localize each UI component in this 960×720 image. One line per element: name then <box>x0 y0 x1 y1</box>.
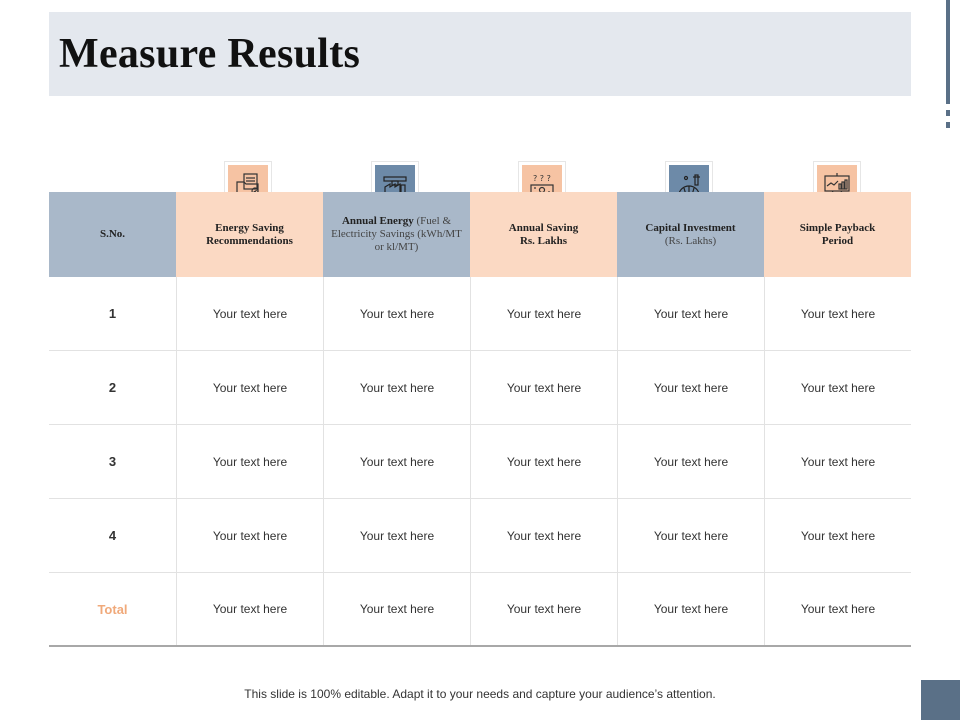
table-cell: Your text here <box>176 351 323 424</box>
header-sublabel: (Fuel & Electricity Savings (kWh/MT or kl/MT) <box>331 215 462 253</box>
header-energy-saving <box>176 192 323 277</box>
accent-rule <box>946 0 950 104</box>
table-cell: Your text here <box>470 573 617 645</box>
header-sno <box>49 192 176 277</box>
header-annual-energy <box>323 192 470 277</box>
header-sublabel: (Rs. Lakhs) <box>664 234 717 247</box>
table-cell: Your text here <box>470 499 617 572</box>
row-label: 3 <box>108 454 117 469</box>
table-cell: Your text here <box>323 425 470 498</box>
table-cell: Your text here <box>617 573 764 645</box>
table-cell: Your text here <box>764 425 911 498</box>
table-cell: Your text here <box>176 425 323 498</box>
table-cell: Your text here <box>323 351 470 424</box>
header-label: Energy Saving Recommendations <box>206 221 293 247</box>
table-cell: Your text here <box>617 425 764 498</box>
row-label: 4 <box>108 528 117 543</box>
table-cell: Your text here <box>470 277 617 350</box>
table-cell: Your text here <box>617 277 764 350</box>
table-row <box>49 277 911 351</box>
corner-accent <box>921 680 960 720</box>
header-label: Annual Energy <box>341 215 414 227</box>
table-cell: Your text here <box>176 573 323 645</box>
header-label: S.No. <box>99 228 126 240</box>
table-cell: Your text here <box>764 277 911 350</box>
footer-note: This slide is 100% editable. Adapt it to your needs and capture your audience’s attention. <box>244 687 716 701</box>
header-payback-period <box>764 192 911 277</box>
header-label: Capital Investment <box>645 221 736 234</box>
svg-text:? ? ?: ? ? ? <box>533 174 551 183</box>
table-body <box>49 277 911 647</box>
table-cell: Your text here <box>764 499 911 572</box>
row-label: Total <box>97 601 128 617</box>
row-label: 1 <box>108 306 117 321</box>
table-row <box>49 351 911 425</box>
row-label: 2 <box>108 380 117 395</box>
table-cell: Your text here <box>617 351 764 424</box>
table-row <box>49 425 911 499</box>
table-cell: Your text here <box>470 425 617 498</box>
table-header-row <box>49 192 911 277</box>
table-cell: Your text here <box>176 499 323 572</box>
table-cell: Your text here <box>323 277 470 350</box>
table-row <box>49 573 911 647</box>
header-label: Simple Payback Period <box>799 221 876 247</box>
table-cell: Your text here <box>470 351 617 424</box>
table-cell: Your text here <box>764 351 911 424</box>
table-row <box>49 499 911 573</box>
accent-dash <box>946 122 950 128</box>
header-label: Annual Saving Rs. Lakhs <box>508 221 579 247</box>
table-cell: Your text here <box>323 499 470 572</box>
table-cell: Your text here <box>323 573 470 645</box>
title-band <box>49 12 911 96</box>
results-table <box>49 192 911 647</box>
page-title: Measure Results <box>59 31 361 77</box>
accent-dash <box>946 110 950 116</box>
table-cell: Your text here <box>764 573 911 645</box>
header-annual-saving <box>470 192 617 277</box>
table-cell: Your text here <box>176 277 323 350</box>
header-capital-investment <box>617 192 764 277</box>
table-cell: Your text here <box>617 499 764 572</box>
